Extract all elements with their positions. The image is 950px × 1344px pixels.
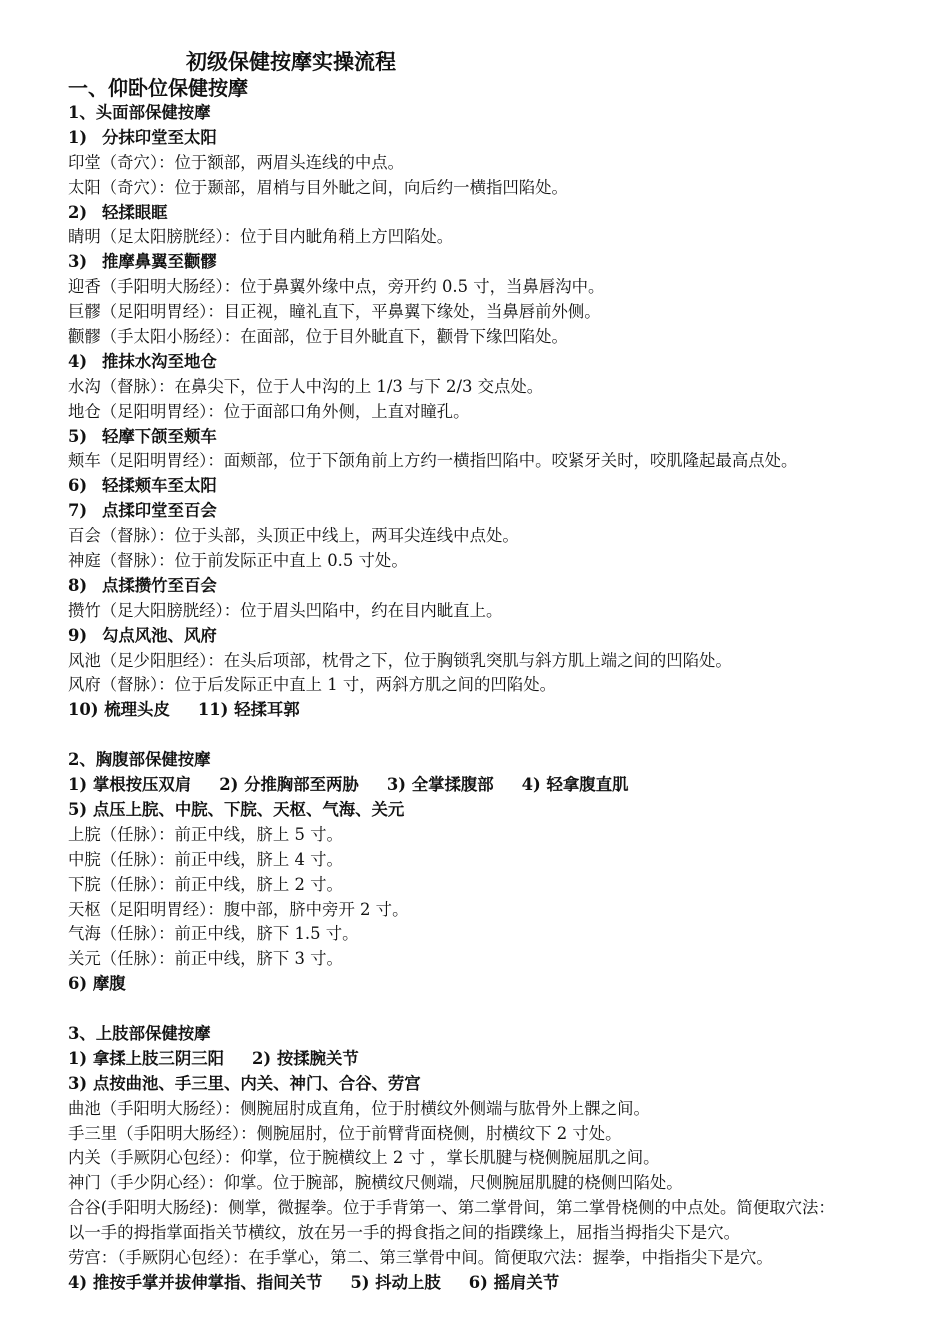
step-text: 推抹水沟至地仓 [102, 351, 217, 371]
acupoint-text: 睛明（足太阳膀胱经）：位于目内眦角稍上方凹陷处。 [68, 227, 454, 247]
step-number: 8) [68, 575, 88, 595]
step-item: 11) 轻揉耳郭 [197, 700, 300, 720]
step-number: 4) [68, 351, 88, 371]
acupoint-text: 以一手的拇指掌面指关节横纹，放在另一手的拇食指之间的指蹼缘上，屈指当拇指尖下是穴。 [68, 1223, 741, 1243]
step-item: 6) 摇肩关节 [468, 1272, 560, 1292]
acupoint-text: 天枢（足阳明胃经）：腹中部，脐中旁开 2 寸。 [68, 899, 409, 919]
step-item [68, 624, 928, 649]
section-heading: 2、胸腹部保健按摩 [68, 750, 211, 770]
step-text: 点揉攒竹至百会 [102, 575, 217, 595]
step-item: 3) 点按曲池、手三里、内关、神门、合谷、劳宫 [68, 1073, 421, 1093]
step-item: 1) 掌根按压双肩 [68, 775, 192, 795]
step-row [68, 1271, 928, 1296]
acupoint-text: 迎香（手阳明大肠经）：位于鼻翼外缘中点，旁开约 0.5 寸，当鼻唇沟中。 [68, 277, 605, 297]
step-row [68, 773, 928, 798]
step-text: 勾点风池、风府 [102, 625, 217, 645]
step-item [68, 499, 928, 524]
acupoint-text: 水沟（督脉）：在鼻尖下，位于人中沟的上 1/3 与下 2/3 交点处。 [68, 376, 544, 396]
acupoint-text: 颊车（足阳明胃经）：面颊部，位于下颌角前上方约一横指凹陷中。咬紧牙关时，咬肌隆起最高点处。 [68, 451, 798, 471]
step-row [68, 1047, 928, 1072]
step-item: 2) 按揉腕关节 [252, 1048, 359, 1068]
step-text: 分抹印堂至太阳 [102, 127, 217, 147]
step-text: 轻揉眼眶 [102, 202, 168, 222]
acupoint-text: 合谷(手阳明大肠经)：侧掌，微握拳。位于手背第一、第二掌骨间，第二掌骨桡侧的中点处。简便取穴法： [68, 1198, 835, 1218]
acupoint-text: 百会（督脉）：位于头部，头顶正中线上，两耳尖连线中点处。 [68, 526, 519, 546]
acupoint-text: 风池（足少阳胆经）：在头后项部，枕骨之下，位于胸锁乳突肌与斜方肌上端之间的凹陷处。 [68, 650, 732, 670]
acupoint-text: 颧髎（手太阳小肠经）：在面部，位于目外眦直下，颧骨下缘凹陷处。 [68, 327, 568, 347]
step-number: 6) [68, 476, 88, 496]
step-item: 3) 全掌揉腹部 [386, 775, 494, 795]
acupoint-text: 印堂（奇穴）：位于额部，两眉头连线的中点。 [68, 152, 405, 172]
step-item: 6) 摩腹 [68, 974, 126, 994]
step-item: 2) 分推胸部至两胁 [219, 775, 359, 795]
step-item: 4) 推按手掌并拔伸掌指、指间关节 [68, 1272, 323, 1292]
section-heading: 3、上肢部保健按摩 [68, 1023, 211, 1043]
step-item: 5) 抖动上肢 [350, 1272, 441, 1292]
step-number: 2) [68, 202, 88, 222]
step-text: 轻摩下颌至颊车 [102, 426, 217, 446]
step-text: 轻揉颊车至太阳 [102, 476, 217, 496]
step-item [68, 350, 928, 375]
acupoint-text: 神门（手少阴心经）：仰掌。位于腕部，腕横纹尺侧端，尺侧腕屈肌腱的桡侧凹陷处。 [68, 1173, 683, 1193]
step-item [68, 474, 928, 499]
acupoint-text: 地仓（足阳明胃经）：位于面部口角外侧，上直对瞳孔。 [68, 401, 470, 421]
acupoint-text: 关元（任脉）：前正中线，脐下 3 寸。 [68, 949, 343, 969]
step-item: 5) 点压上脘、中脘、下脘、天枢、气海、关元 [68, 799, 405, 819]
acupoint-text: 内关（手厥阴心包经）：仰掌，位于腕横纹上 2 寸 ，掌长肌腱与桡侧腕屈肌之间。 [68, 1148, 660, 1168]
spacer [68, 997, 928, 1022]
acupoint-text: 风府（督脉）：位于后发际正中直上 1 寸，两斜方肌之间的凹陷处。 [68, 675, 556, 695]
step-item [68, 250, 928, 275]
acupoint-text: 手三里（手阳明大肠经）：侧腕屈肘，位于前臂背面桡侧，肘横纹下 2 寸处。 [68, 1123, 622, 1143]
acupoint-text: 气海（任脉）：前正中线，脐下 1.5 寸。 [68, 924, 359, 944]
acupoint-text: 劳宫：（手厥阴心包经）：在手掌心，第二、第三掌骨中间。简便取穴法：握拳，中指指尖下是穴。 [68, 1247, 773, 1267]
acupoint-text: 上脘（任脉）：前正中线，脐上 5 寸。 [68, 824, 343, 844]
spacer [68, 723, 928, 748]
acupoint-text: 神庭（督脉）：位于前发际正中直上 0.5 寸处。 [68, 551, 408, 571]
step-number: 5) [68, 426, 88, 446]
step-item [68, 201, 928, 226]
acupoint-text: 攒竹（足大阳膀胱经）：位于眉头凹陷中，约在目内眦直上。 [68, 600, 503, 620]
part-heading: 一、仰卧位保健按摩 [68, 76, 248, 100]
acupoint-text: 下脘（任脉）：前正中线，脐上 2 寸。 [68, 874, 343, 894]
step-item: 4) 轻拿腹直肌 [521, 775, 629, 795]
step-item [68, 126, 928, 151]
step-number: 1) [68, 127, 88, 147]
step-item: 1) 拿揉上肢三阴三阳 [68, 1048, 224, 1068]
document-page [68, 48, 928, 1296]
acupoint-text: 巨髎（足阳明胃经）：目正视，瞳礼直下，平鼻翼下缘处，当鼻唇前外侧。 [68, 302, 601, 322]
document-title: 初级保健按摩实操流程 [186, 49, 396, 74]
step-text: 推摩鼻翼至颧髎 [102, 252, 217, 272]
step-text: 点揉印堂至百会 [102, 501, 217, 521]
step-item: 10) 梳理头皮 [68, 700, 170, 720]
section-heading: 1、头面部保健按摩 [68, 103, 211, 122]
step-item [68, 574, 928, 599]
step-item [68, 425, 928, 450]
step-number: 7) [68, 501, 88, 521]
step-number: 3) [68, 252, 88, 272]
acupoint-text: 曲池（手阳明大肠经）：侧腕屈肘成直角，位于肘横纹外侧端与肱骨外上髁之间。 [68, 1098, 650, 1118]
acupoint-text: 太阳（奇穴）：位于颞部，眉梢与目外眦之间，向后约一横指凹陷处。 [68, 177, 568, 197]
step-row [68, 698, 928, 723]
acupoint-text: 中脘（任脉）：前正中线，脐上 4 寸。 [68, 849, 343, 869]
step-number: 9) [68, 625, 88, 645]
